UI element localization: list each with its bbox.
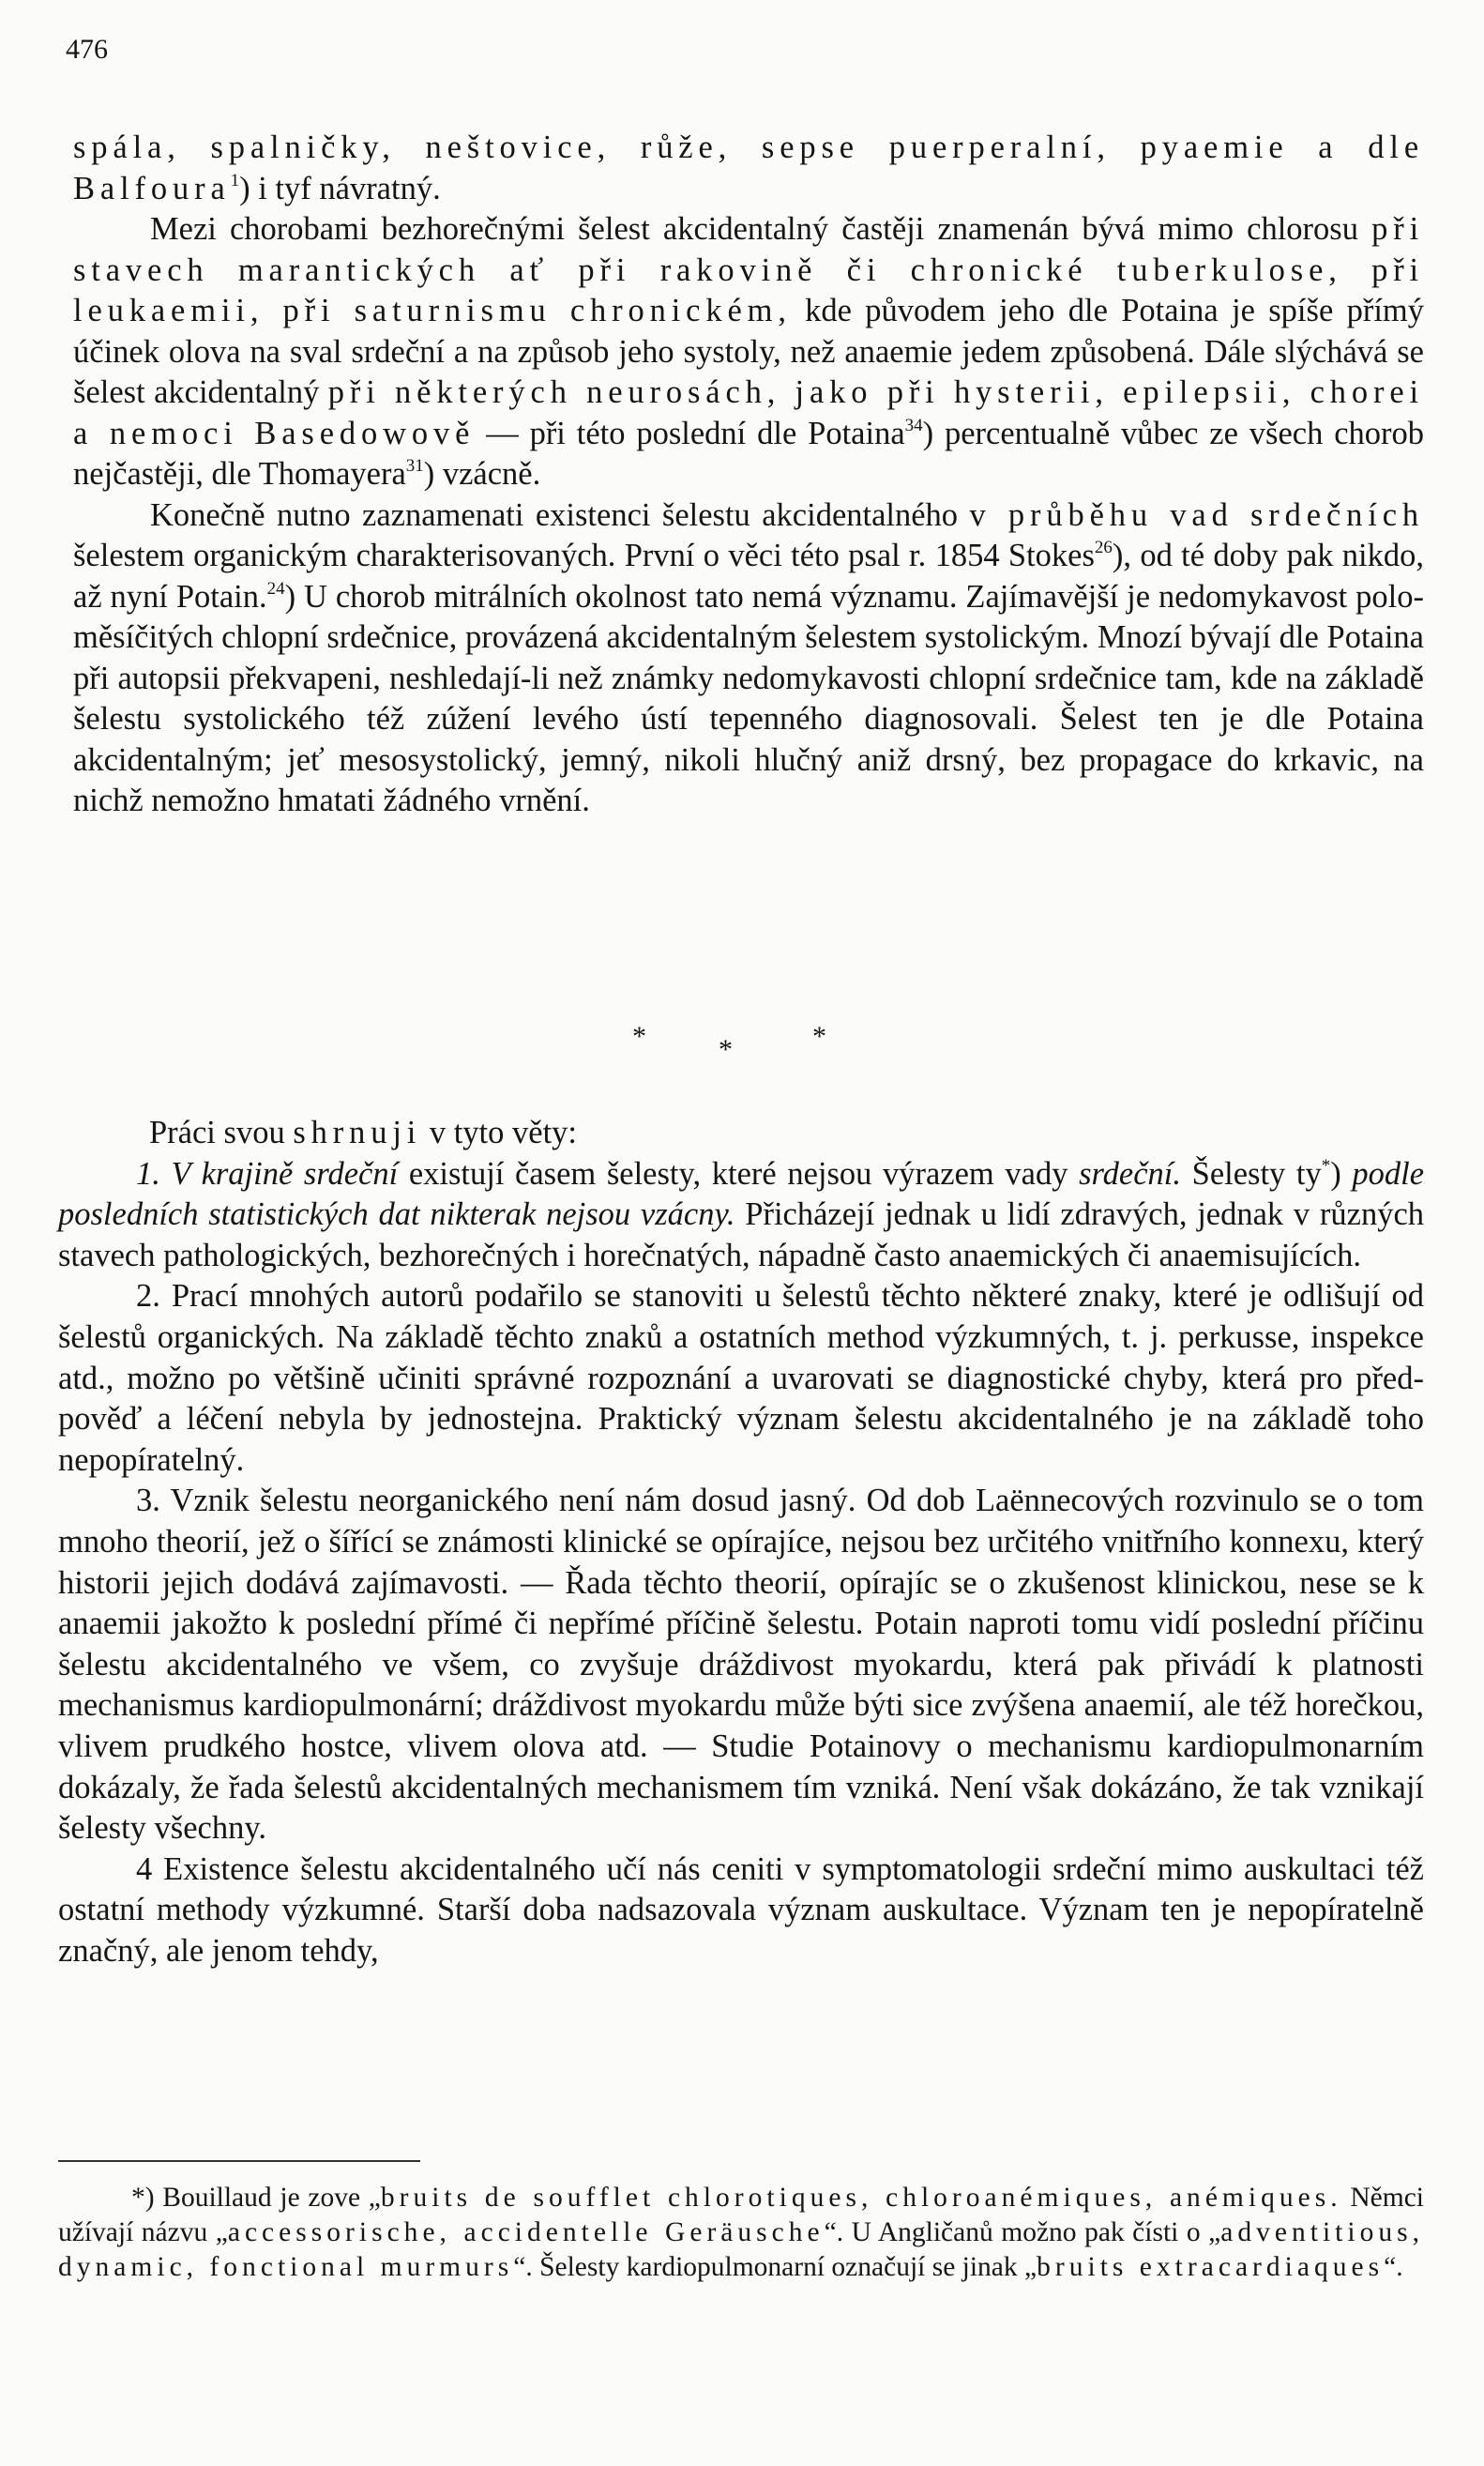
summary-item-1-number: 1. [136,1155,160,1192]
summary-intro-spaced: shrnuji [293,1115,422,1150]
summary-section [58,1113,1424,1971]
summary-item-4: 4 Existence šelestu akcidentalného učí nás ceniti v symptomatologii srdeční mimo auskultaci též ostatní methody výzkumné. Starší doba nadsazovala význam auskultace. Význam ten je nepopíratelně značný, ale jenom tehdy, [58,1850,1424,1969]
summary-item-1-d: Šelesty ty [1191,1155,1322,1192]
paragraph-2-spaced-b: při některých neurosách, jako při hysterii, epilepsii, chorei a nemoci Basedowově [73,374,1424,451]
citation-34: 34 [904,415,923,435]
footnote-i: “. [1384,2252,1403,2282]
paragraph-3-text-c: ), od té doby pak nikdo, až nyní Potain. [73,538,1424,615]
paragraph-3-spaced: v průběhu vad srdečních [969,496,1424,533]
paragraph-2-text-e: ) vzácně. [423,456,541,492]
footnote [58,2181,1424,2285]
summary-item-1-a: V krajině srdeční [171,1155,399,1192]
summary-item-1-e: ) [1330,1155,1341,1192]
separator-star-right: * [812,1021,826,1052]
footnote-b: bruits de soufflet chlorotiques, chloroanémiques, anémiques. [380,2183,1342,2213]
footnote-f: adventitious, dynamic, fonctional murmurs [58,2217,1424,2282]
footnote-ref-star: * [1321,1155,1331,1176]
paragraph-1 [73,128,1424,209]
summary-intro-c: v tyto věty: [429,1115,577,1150]
paragraph-3-text-b: šelestem organickým charakterisovaných. První o věci této psal r. 1854 Stokes [73,538,1095,573]
summary-item-3: 3. Vznik šelestu neorganického není nám dosud jasný. Od dob Laënnecových rozvinulo se o tom mnoho theorií, jež o šířící se známosti klinické se opírajíce, nejsou bez určitého vnitřního konnexu, který historii jejich dodává zajímavosti. — Řada těchto theorií, opírajíc se o zkušenost klinickou, nese se k anaemii jakožto k poslední přímé či nepřímé příčině šelestu. Potain naproti tomu vidí poslední příčinu šelestu akcidentalného ve všem, co zvyšuje dráždivost myokardu, která pak přivádí k platnosti mechanismus kardiopulmonární; dráždivost myokardu může býti sice zvýšena anaemií, ale též horečkou, vlivem prudkého hostce, vlivem olova atd. — Studie Potainovy o mechanismu kardiopulmonarním dokázaly, že řada šelestů akcidentalných mechanismem tím vzniká. Není však dokázáno, že tak vznikají šelesty všechny. [58,1483,1424,1847]
summary-item-1-g: Přicházejí jednak u lidí zdravých, jednak v různých stavech pathologických, bezhorečných i horečnatých, nápadně často anaemických či anaemisujících. [58,1196,1425,1273]
paragraph-2-text-c: — při této poslední dle Potaina [486,415,905,451]
paragraph-2-spaced-a: při stavech marantických ať při rakovině či chronické tuberkulose, při leukaemii, při saturnismu chronickém, [73,211,1425,328]
footnote-text [58,2181,1424,2285]
summary-item-1-f: podle posledních statistických dat nikterak nejsou vzácny. [58,1155,1425,1233]
citation-24: 24 [266,578,285,599]
separator-star-left: * [632,1021,646,1052]
summary-intro-a: Práci svou [149,1115,285,1150]
paragraph-2-text-d: ) percentualně vůbec ze všech chorob nejčastěji, dle Thomayera [73,415,1425,492]
body-text [73,128,1424,822]
paragraph-1-text: spála, spalničky, neštovice, růže, sepse puerperalní, pyaemie a dle Balfoura [73,129,1424,206]
footnote-h: bruits extracardiaques [1037,2252,1385,2282]
footnote-e: “. U Angličanů možno pak čísti o „ [824,2217,1221,2247]
summary-item-1-c: srdeční. [1079,1155,1182,1192]
footnote-rule [58,2160,420,2162]
footnote-g: “. Šelesty kardiopulmonarní označují se jinak „ [513,2252,1037,2282]
paragraph-3-text-d: ) U chorob mitrálních okolnost tato nemá významu. Zajímavější je nedomykavost poloměsíčitých chlopní srdečnice, provázená akcidentalným šelestem systolickým. Mnozí bývají dle Potaina při autopsii překvapeni, neshledají-li než známky nedomykavosti chlopní srdečnice tam, kde na základě šelestu systolického též zúžení levého ústí tepenného diagnosovali. Šelest ten je dle Potaina akcidentalným; jeť mesosystolický, jemný, nikoli hlučný aniž drsný, bez propagace do krkavic, na nichž nemožno hmatati žádného vrnění. [73,578,1424,818]
summary-item-1-b: existují časem šelesty, které nejsou výrazem vady [408,1155,1068,1192]
paragraph-3 [73,495,1424,822]
footnote-d: accessorische, accidentelle Geräusche [227,2217,825,2247]
footnote-c: Němci užívají názvu „ [58,2183,1424,2247]
footnote-ref-1: 1 [230,170,240,190]
paragraph-2 [73,209,1424,495]
summary-intro [58,1113,1424,1154]
citation-31: 31 [405,455,424,476]
summary-item-1 [58,1154,1424,1277]
paragraph-3-text-a: Konečně nutno zaznamenati existenci šelestu akcidentalného [150,496,959,533]
citation-26: 26 [1094,537,1113,557]
paragraph-2-text-b: kde původem jeho dle Potaina je spíše přímý účinek olova na sval srdeční a na způsob jeho systoly, než anaemie jedem způsobená. Dále slýchává se šelest akcidentalný [73,293,1424,410]
section-separator [619,1021,863,1087]
paragraph-2-text-a: Mezi chorobami bezhorečnými šelest akcidentalný častěji znamenán bývá mimo chlorosu [150,211,1358,247]
page-number: 476 [66,34,108,65]
separator-star-middle: * [719,1034,733,1065]
footnote-a: ) Bouillaud je zove „ [144,2183,381,2213]
footnote-mark: * [131,2183,145,2213]
summary-item-2: 2. Prací mnohých autorů podařilo se stanoviti u šelestů těchto některé znaky, které je odlišují od šelestů organických. Na základě těchto znaků a ostatních method výzkumných, t. j. perkusse, inspekce atd., možno po většině učiniti správné rozpoznání a uvarovati se diagnostické chyby, která pro předpověď a léčení nebyla by jednostejna. Praktický význam šelestu akcidentalného je na základě toho nepopíratelný. [58,1278,1424,1478]
paragraph-1-end: ) i tyf návratný. [239,170,441,206]
